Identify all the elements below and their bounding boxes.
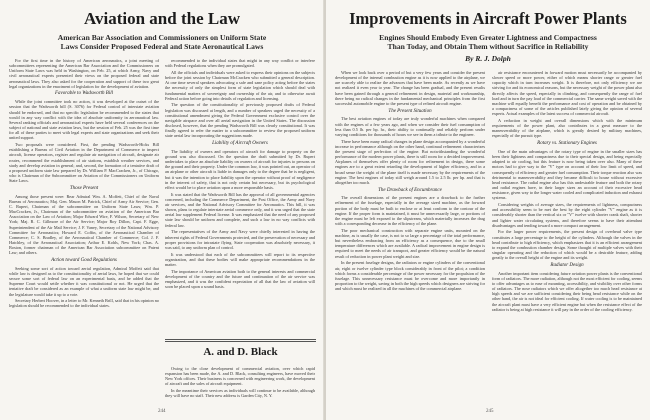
notice-address: In the meantime their services as individuals will continue to be available, although they will have no staff. Their new address is Garden City, N. Y. bbox=[165, 388, 315, 399]
right-page bbox=[326, 0, 650, 420]
notice-caption: Owing to the close development of commercial aviation, over which rapid expansion has been made, the A. and D. Black, consulting engineers, have moved their New York offices. Their business is concerned with engineering work, the development of aircraft and the sales of aircraft equipment. bbox=[165, 366, 315, 387]
subtitle-line-2: Laws Consider Proposed Federal and State Aeronautical Laws bbox=[60, 42, 264, 52]
right-page-column-2 bbox=[492, 70, 642, 314]
body-paragraph: All the officials and individuals were asked to express their opinions on the subjects before the joint session by Chairman McCracken who submitted a general description. At one time several speakers advocating a safe and sane policy acting before the states the necessity of only the simplest form of state legislation which should deal with fundamental matters of sovereignty and ownership of the air, and to otherwise await Federal action before going into details of regulation and licensing. bbox=[165, 69, 315, 101]
section-heading: Rotary vs. Stationary Engines bbox=[537, 141, 597, 147]
body-paragraph: Another important item considering future aviation power plants is the conventional form of radiators. The more radiation, although not the most efficient for cooling, seems to offer advantages as to ease of mounting, accessibility, and visibility over other forms of radiators. The nose radiators which we offer altogether too much head resistance at high speeds and we are sufficient considering their being head resistance while on the other hand, the air is not ideal for efficient cooling. If water cooling is to be maintained the aircraft plant must have a very efficient engine but when the resistance effect of the radiator is being at high resistance it will pay in the order of the cooling efficiency. bbox=[492, 270, 642, 312]
page-number-right: 245 bbox=[486, 409, 494, 414]
left-page-column-1 bbox=[9, 58, 159, 310]
section-heading: Radiator Design bbox=[550, 262, 584, 268]
black-notice-box bbox=[165, 339, 316, 363]
subtitle-line-1: Engines Should Embody Even Greater Lightness and Compactness bbox=[379, 33, 597, 42]
body-paragraph: For the larger power requirements, the present design of overhead valve type constitutes a large percentage to the height of the cylinders. Although the valves in the head contribute to high efficiency, which emphasizes that it is an efficient arrangement to expand the combustion chamber design. Some thought of multiple valves with their singular operating and the reduction of which would be a desirable feature, adding greatly to the overall height of the engine and its weight. bbox=[492, 229, 642, 261]
notice-top-rule bbox=[165, 339, 316, 340]
body-paragraph: air resistance encountered in forward motion must necessarily be accompanied by slower speed or more power, either of which means shorter range or greater fuel capacity which in turn increases weight. It is therefore, not only efficiency we are striving for and its economical reasons, but the necessary weight of the power plant also directly affects the speed, especially in climbing, and consequently the range of fuel load and in turn the pay load of the commercial carrier. The same weight saved with the machine will equally benefit the performance and cost of operation and be obtained by a compactness of some of the articles published lately giving the opinion of several experts. Actual examples of the latest success of commercial aircraft. bbox=[492, 70, 642, 117]
body-paragraph: One of the main advantages of the rotary type of engine in the smaller sizes has been their lightness and compactness due to their special design, and being especially adapted to air cooling, but this feature is now being taken over also. Many of these motors had to give way to the "V" type on account of their low limit of speed, and consequently of efficiency and greater fuel consumption. Their torque reaction also was detrimental to maneuverability and they became difficult to house without excessive head resistance. The radial engine also has this undesirable feature and both the rotary and radial engines have, in their larger sizes an account of their excessive head resistance, given way to the longer water cooled and complicated induction and exhaust systems. bbox=[492, 148, 642, 201]
body-paragraph: It was understood that each of the subcommittees will report to its respective organization, and that these bodies will make appropriate recommendations in the matter. bbox=[165, 251, 315, 267]
section-heading: Favorable to Wadsworth Bill bbox=[54, 91, 113, 97]
left-page bbox=[0, 0, 324, 420]
article-subtitle-power-plants bbox=[334, 33, 642, 51]
section-heading: Liability of Aircraft Owners bbox=[212, 141, 268, 147]
body-paragraph: It was stated that the Wadsworth Bill has the approval of all governmental agencies concerned, including the Commerce Department, the Post Office, the Army and Navy air services, and the National Advisory Committee for Aeronautics. This bill, it was shown, plans to regulate interstate aerial commerce only, and it was urged that the state aerial law supplement Federal license. It was emphasized that the need of any proposed state law should be uniform and complete, and such a law in no way conflicts with federal law. bbox=[165, 191, 315, 228]
right-page-column-1 bbox=[335, 70, 485, 293]
notice-top-rule-2 bbox=[165, 341, 316, 342]
article-title-power-plants: Improvements in Aircraft Power Plants bbox=[349, 9, 627, 28]
body-paragraph: The question of the constitutionality of previously proposed drafts of Federal legislation was discussed at length, and a number of speakers urged the necessity of a constitutional amendment giving the Federal Government exclusive control over the navigable airspace and over all aerial navigation in the United States. The discussion disclosed, however, that the pending Wadsworth Bill was clearly constitutional. It was finally agreed to refer the matter to a subcommittee to review the proposed uniform state aerial law incorporating the suggestions made. bbox=[165, 102, 315, 139]
body-paragraph: Secretary Herbert Hoover, in a letter to Mr. Kenneth Brill, said that in his opinion no legislation should be recommended to the individual states. bbox=[9, 298, 159, 309]
body-paragraph: Seeking some sort of action toward aerial regulation, Admiral Moffett said that while law is designed as to the constitutionality of aerial laws, he hoped that we could secure some sort of federal law on an experimental basis, and he added that the Supreme Court would settle whether it was constitutional or not. He urged that the tentative draft be considered as an example of what a uniform state law might be, and the legislature would take it up to a vote. bbox=[9, 265, 159, 297]
body-paragraph: The best aviation engines of today are truly wonderful machines when compared with the engines of a few years ago, and when we consider their fuel consumption of less than 0.5 lb. per hp. hr., their ability to continually and reliably perform under varying conditions for thousands of hours we see in them a tribute to the engineer. bbox=[335, 116, 485, 137]
section-heading: Those Present bbox=[69, 185, 99, 191]
body-paragraph: Among those present were: Rear Admiral Wm. A. Moffett, Chief of the Naval Bureau of Aeronautics; Maj. Gen. Mason M. Patrick, Chief of Army Air Service; Gen. C. Rupert, Chairman of the subcommittee on Uniform State Laws; Wm. P. MacCracken, Jr., Chairman of the subcommittee on aviation of the American Bar Association on the Law of Aviation; Major Edward Wire, F. Wilson, Secretary of New York; Maj. R. C. Gillmore of the Air Service; Major Roy Dillon, Capt. F. Egge, Superintendent of the Air Mail Service; J. F. Vaney, Secretary of the National Advisory Committee for Aeronautics; Howard E. Coffin, of the Aeronautical Chamber of Commerce; C. S. Bradley, of the Aeronautical Chamber of Commerce; Col. J. F. Hatchley, of the Aeronautical Association; Arthur E. Kohls, New York; Chas. A. Boston, former chairman of the American Bar Association subcommittee on Patent Law; and others. bbox=[9, 193, 159, 256]
section-heading: Action toward Good Regulations bbox=[51, 258, 117, 263]
notice-title: A. and D. Black bbox=[203, 346, 278, 358]
body-paragraph: Considering weights of average sizes, the requirements of lightness, compactness and accessibility seem to be met the best by the eight cylinder "V" engine as it is considerably shorter than the vertical six or "V" twelve with shorter crank shaft, shorter and lighter water circulating systems, and therefore seems to have their attendant disadvantages and tending toward a more compact arrangement. bbox=[492, 202, 642, 228]
article-subtitle-aviation-law bbox=[8, 33, 316, 51]
article-title-aviation-law: Aviation and the Law bbox=[83, 9, 240, 28]
body-paragraph: In the present fuselage designs, the radiators or engine cylinders of the conventional air, eight or twelve cylinder type block considerably in front of the pilot; a condition which forms a considerable percentage of the power necessary for the propulsion of the fuselage. This unnecessary resistance must be overcome and more importantly in proportion to the weight, saving in both the high speeds which designers are striving for and which must be realized in all the machines of the commercial airplane. bbox=[335, 260, 485, 292]
body-paragraph: When we look back over a period of but a very few years and consider the present development of the internal combustion engine as it is now applied to the airplane, we are scarcely able to realize the advances that have been made. As recently as we have not realized it even year to year. The change has been gradual, and the present results have been gained through a general refinement in design, material and workmanship, there being no radical changes in the fundamental mechanical principles from the first successful automobile engine to the present type of refined aircraft engine. bbox=[335, 70, 485, 106]
body-paragraph: The overall dimensions of the present engines are a drawback to the further refinement of the fuselage, especially in the average sized machine, as the forward portion of the body must be built to enclose or at least conform to the contour of the engine. If the proper form is maintained, it must be unnecessarily large, or portions of the engine must be left exposed to the slipstream, which materially increases the drag with a corresponding decrease in the efficiency of the plane. bbox=[335, 195, 485, 227]
section-heading: The Drawback of Encumbrance bbox=[378, 187, 442, 193]
body-paragraph: Two proposals were considered. First, the pending Wadsworth-Hicks Bill establishing a Bureau of Civil Aviation in the Department of Commerce to inspect aircraft, license operators, register and regulate air navigation of aircraft, designate air routes, recommend the establishment of air stations, establish weather services, and study and develop aviation in general; and, second, the formation of a tentative draft of a proposed uniform state law prepared by Dr. William P. MacCracken, Jr., of Chicago, who is Chairman of the Subcommittee on Aviation of the Commissioners on Uniform State Laws. bbox=[9, 142, 159, 184]
body-paragraph: There have been many radical changes in plane design accompanied by a wonderful increase in performance although on the other hand, continual refinement characterizes the present stage of perfection of the engine. But notwithstanding the wonderful performance of the modern power plants, there is still room for a decided improvement. Airplanes of themselves offer plenty of room for refinement in design, there some engines are to a great extent retarding the development of higher efficiency, and in a broad sense the weight of the plane itself is made necessary by the requirements of the engine. The best engines of today still weigh around 1.5 to 2.5 lb. per hp. and that is altogether too much. bbox=[335, 138, 485, 185]
section-heading: The Present Situation bbox=[388, 108, 432, 114]
subtitle-line-2: Than Today, and Obtain Them without Sacrifice in Reliability bbox=[387, 42, 589, 52]
body-paragraph: The importance of American aviation both to the general interests and commercial development of the country and the future and continuation of the air service was emphasized, and it was the confident expectation of all that the law of aviation will soon be placed upon a sound basis. bbox=[165, 268, 315, 290]
page-number-left: 244 bbox=[158, 409, 166, 414]
body-paragraph: recommended to the individual states that might in any way conflict or interfere with Federal regulations when they are promulgated. bbox=[165, 58, 315, 69]
body-paragraph: The representatives of the Army and Navy were chiefly interested in having the inherent rights of Federal Governments protected, and the preservation of necessary and proper provisions for intrastate flying. State cooperation was absolutely necessary, it was said, to any uniform plan of control. bbox=[165, 229, 315, 250]
body-paragraph: The liability of owners and operators of aircraft for damage to property on the ground was also discussed. On the question the draft submitted by Dr. Rupert undertakes to place an absolute liability on owners of aircraft for injuries to persons on the ground and their property. Under the common law, it was pointed out, an operator of an airplane or other aircraft is liable in damages only to the degree that he is negligent, but it was the intention to place liability upon the operator without proof of negligence in the interest of safety, that is not only certain but necessary, but its psychological effect would be to place aviation upon a more responsible basis. bbox=[165, 148, 315, 190]
body-paragraph: While the joint committee took no action, it was developed at the outset of the session that the Wadsworth bill (S. 3076) for Federal control of interstate aviation should be endorsed, and that no specific legislation be recommended to the states that would in any way conflict with the idea of absolute uniformity in aeronautical law. Several ranking officials and aeronautical experts have held several conferences on the subject of national and state aviation laws, but the session of Feb. 25 was the first time for all of these parties to meet with legal experts and state organizations and seek their united support. bbox=[9, 99, 159, 141]
left-page-column-2 bbox=[165, 58, 315, 291]
author-byline: By R. J. Dolph bbox=[465, 54, 511, 63]
body-paragraph: For the first time in the history of American aeronautics, a joint meeting of subcommittees representing the American Bar Association and the Commissioners on Uniform State Laws was held in Washington, on Feb. 25, at which Army, Navy and civil aeronautical experts presented their views on the proposed federal and state aeronautical laws. They also asked for the cooperation and support of these two great legal organizations in the enactment of legislation for the development of aviation. bbox=[9, 58, 159, 89]
body-paragraph: A reduction in weight and overall dimensions which with the minimum requirements of the power plant, also contributes in a great measure to the maneuverability of the airplane, which is greatly desired by military machines, especially of the pursuit type. bbox=[492, 118, 642, 139]
subtitle-line-1: American Bar Association and Commissioners on Uniform State bbox=[57, 33, 267, 42]
black-notice-body bbox=[165, 366, 315, 400]
body-paragraph: The poor mechanical construction with separate engine units, mounted on the machine, as is usually the case, is not to so large a percentage of the total performance, but nevertheless embracing from an efficiency as a consequence, due to the small temperature differences which are available. A radical improvement in engine design is required to meet the needs of air transport, and greater efficiency would be the natural result of reduction in power plant weight and size. bbox=[335, 227, 485, 259]
